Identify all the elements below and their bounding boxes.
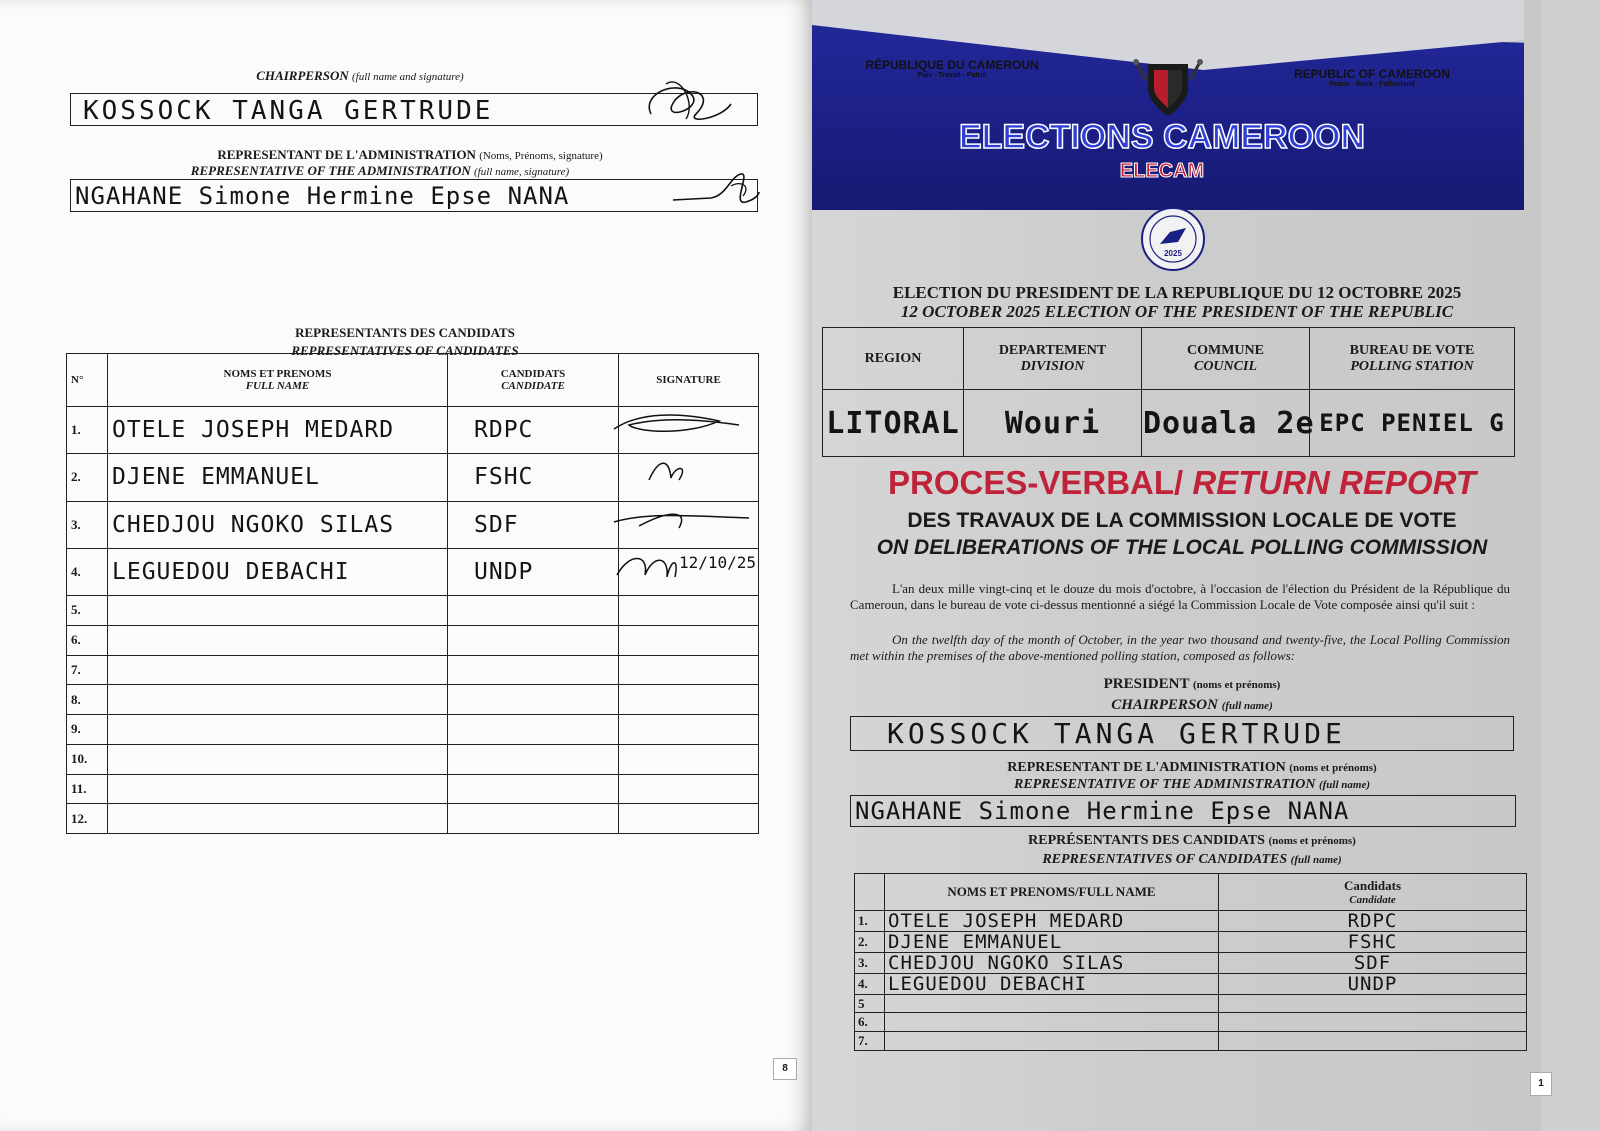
row-candidate-text: UNDP xyxy=(1347,972,1398,995)
table-row xyxy=(855,952,1527,973)
row-number: 6. xyxy=(855,1013,885,1032)
motto-en: Peace - Work - Fatherland xyxy=(1329,81,1415,88)
candidate-signature xyxy=(609,454,749,486)
location-header-cell xyxy=(1310,328,1515,390)
row-signature xyxy=(619,596,759,626)
location-header-fr: REGION xyxy=(864,350,922,366)
row-full-name xyxy=(885,1013,1219,1032)
row-candidate xyxy=(448,596,619,626)
col-header-name xyxy=(108,354,448,407)
row-number: 3. xyxy=(67,501,108,548)
right-col-header-candidate-en: Candidate xyxy=(1349,894,1396,906)
row-full-name xyxy=(108,454,448,501)
coat-of-arms-icon xyxy=(1132,58,1204,120)
pv-title xyxy=(852,464,1512,502)
table-row xyxy=(67,655,759,685)
location-value: Wouri xyxy=(1004,405,1101,441)
right-sheet xyxy=(812,0,1542,1131)
row-full-name xyxy=(885,1032,1219,1051)
row-full-name xyxy=(108,804,448,834)
candidates-caption-right xyxy=(932,833,1452,849)
row-candidate xyxy=(448,744,619,774)
location-header-row xyxy=(823,328,1515,390)
admin-caption-right-note: (noms et prénoms) xyxy=(1289,762,1377,774)
chairperson-caption-right xyxy=(992,697,1392,714)
col-header-signature: SIGNATURE xyxy=(619,354,759,407)
row-candidate xyxy=(1219,931,1527,952)
left-page-number: 8 xyxy=(773,1058,797,1080)
row-number: 8. xyxy=(67,685,108,715)
admin-signature xyxy=(671,166,761,216)
row-full-name xyxy=(108,407,448,454)
row-candidate xyxy=(1219,952,1527,973)
row-full-name xyxy=(885,952,1219,973)
row-candidate-text: FSHC xyxy=(1347,930,1398,953)
row-candidate xyxy=(448,407,619,454)
row-full-name xyxy=(108,744,448,774)
row-number: 1. xyxy=(855,911,885,932)
admin-caption-right-en-note: (full name) xyxy=(1318,779,1370,791)
republic-en xyxy=(1282,67,1462,88)
table-row xyxy=(67,804,759,834)
row-number: 5 xyxy=(855,994,885,1013)
row-full-name xyxy=(108,774,448,804)
row-full-name-text: OTELE JOSEPH MEDARD xyxy=(888,909,1125,932)
chairperson-caption-right-note: (full name) xyxy=(1221,700,1273,712)
chairperson-caption-right-text: CHAIRPERSON xyxy=(1111,697,1218,713)
row-number: 11. xyxy=(67,774,108,804)
row-number: 12. xyxy=(67,804,108,834)
admin-caption xyxy=(130,147,690,163)
admin-caption-right xyxy=(912,760,1472,776)
election-seal-icon xyxy=(1140,206,1206,272)
row-signature xyxy=(619,685,759,715)
right-col-header-no xyxy=(855,874,885,911)
president-caption xyxy=(992,676,1392,693)
row-full-name xyxy=(108,501,448,548)
admin-caption-right-en-text: REPRESENTATIVE OF THE ADMINISTRATION xyxy=(1013,777,1316,792)
right-candidates-table xyxy=(854,873,1526,1051)
candidate-signature xyxy=(609,502,749,534)
table-row xyxy=(67,774,759,804)
col-header-name-en: FULL NAME xyxy=(245,380,310,392)
row-candidate-text: SDF xyxy=(1353,951,1392,974)
location-value-cell xyxy=(964,390,1142,457)
row-candidate xyxy=(448,774,619,804)
right-col-header-candidate-fr: Candidats xyxy=(1343,878,1402,893)
row-signature xyxy=(619,804,759,834)
table-row xyxy=(855,973,1527,994)
row-signature xyxy=(619,774,759,804)
table-row xyxy=(855,1032,1527,1051)
admin-name-box-right xyxy=(850,795,1516,827)
chairperson-name-right: KOSSOCK TANGA GERTRUDE xyxy=(887,717,1346,750)
pv-subtitle-fr: DES TRAVAUX DE LA COMMISSION LOCALE DE VOTE xyxy=(907,509,1457,532)
row-full-name-text: OTELE JOSEPH MEDARD xyxy=(112,417,395,444)
candidates-caption-right-text: REPRÉSENTANTS DES CANDIDATS xyxy=(1028,833,1265,848)
pv-subtitle-en: ON DELIBERATIONS OF THE LOCAL POLLING COMMISSION xyxy=(876,536,1488,559)
location-header-cell xyxy=(964,328,1142,390)
table-row xyxy=(67,454,759,501)
col-header-name-fr: NOMS ET PRENOMS xyxy=(223,368,332,380)
candidates-caption-text: REPRESENTANTS DES CANDIDATS xyxy=(295,325,515,340)
location-header-fr: COMMUNE xyxy=(1187,342,1264,358)
row-candidate xyxy=(448,715,619,745)
row-full-name-text: DJENE EMMANUEL xyxy=(888,930,1063,953)
row-signature xyxy=(619,407,759,454)
row-candidate xyxy=(1219,973,1527,994)
location-header-en: DIVISION xyxy=(1020,358,1085,374)
row-full-name-text: DJENE EMMANUEL xyxy=(112,464,320,491)
chairperson-caption-note: (full name and signature) xyxy=(352,71,464,83)
location-values-row xyxy=(823,390,1515,457)
row-full-name xyxy=(108,655,448,685)
table-row xyxy=(67,407,759,454)
row-candidate-text: RDPC xyxy=(474,417,534,444)
org-acronym: ELECAM xyxy=(1119,160,1205,182)
row-full-name xyxy=(108,548,448,595)
location-header-fr: BUREAU DE VOTE xyxy=(1349,342,1475,358)
candidates-caption-en-text: REPRESENTATIVES OF CANDIDATES xyxy=(291,343,519,358)
table-row xyxy=(67,548,759,595)
republic-fr xyxy=(862,58,1042,79)
location-value: Douala 2e xyxy=(1143,405,1315,441)
chairperson-name: KOSSOCK TANGA GERTRUDE xyxy=(83,96,494,126)
location-table xyxy=(822,327,1514,457)
location-header-cell xyxy=(1142,328,1310,390)
row-full-name xyxy=(885,911,1219,932)
table-row xyxy=(67,596,759,626)
row-candidate xyxy=(448,454,619,501)
col-header-candidate-fr: CANDIDATS xyxy=(500,368,566,380)
candidates-caption xyxy=(200,325,610,341)
location-header-fr: DEPARTEMENT xyxy=(998,342,1107,358)
admin-name: NGAHANE Simone Hermine Epse NANA xyxy=(75,182,570,210)
intro-paragraph-fr: L'an deux mille vingt-cinq et le douze du mois d'octobre, à l'occasion de l'élection du Président de la République du Cameroun, dans le bureau de vote ci-dessus mentionné a siégé la Commission Locale de Vote composée ainsi qu'il suit : xyxy=(850,581,1510,612)
row-full-name-text: LEGUEDOU DEBACHI xyxy=(112,558,350,585)
chairperson-signature xyxy=(636,74,736,134)
table-row xyxy=(67,685,759,715)
row-full-name xyxy=(108,625,448,655)
location-header-en: COUNCIL xyxy=(1193,358,1257,374)
president-caption-note: (noms et prénoms) xyxy=(1192,679,1281,691)
right-page-number: 1 xyxy=(1530,1072,1552,1096)
table-header-row xyxy=(67,354,759,407)
seal-year: 2025 xyxy=(1164,249,1182,258)
candidates-caption-right-en-note: (full name) xyxy=(1290,854,1342,866)
location-value-cell xyxy=(1142,390,1315,457)
row-candidate-text: FSHC xyxy=(474,464,534,491)
table-row xyxy=(67,715,759,745)
row-number: 4. xyxy=(67,548,108,595)
right-page xyxy=(812,0,1600,1131)
row-number: 4. xyxy=(855,973,885,994)
admin-caption-note: (Noms, Prénoms, signature) xyxy=(479,150,603,162)
admin-caption-right-text: REPRESENTANT DE L'ADMINISTRATION xyxy=(1007,760,1286,775)
admin-caption-en-note: (full name, signature) xyxy=(473,166,570,178)
right-col-header-name: NOMS ET PRENOMS/FULL NAME xyxy=(885,874,1219,911)
president-caption-text: PRESIDENT xyxy=(1103,676,1190,692)
row-number: 6. xyxy=(67,625,108,655)
candidate-signature xyxy=(609,407,749,439)
row-candidate xyxy=(448,501,619,548)
chairperson-caption xyxy=(180,68,540,84)
admin-name-right: NGAHANE Simone Hermine Epse NANA xyxy=(855,797,1350,825)
right-col-header-candidate xyxy=(1219,874,1527,911)
row-signature xyxy=(619,548,759,595)
election-title-en: 12 OCTOBER 2025 ELECTION OF THE PRESIDENT OF THE REPUBLIC xyxy=(900,302,1454,321)
row-full-name-text: CHEDJOU NGOKO SILAS xyxy=(888,951,1125,974)
admin-caption-en xyxy=(100,163,660,179)
table-row xyxy=(855,1013,1527,1032)
row-candidate xyxy=(448,655,619,685)
table-row xyxy=(855,931,1527,952)
row-candidate xyxy=(1219,994,1527,1013)
table-row xyxy=(67,744,759,774)
signature-date: 12/10/25 xyxy=(678,552,756,572)
row-number: 7. xyxy=(67,655,108,685)
table-row xyxy=(855,994,1527,1013)
row-candidate xyxy=(448,548,619,595)
row-candidate xyxy=(1219,911,1527,932)
pv-title-en: RETURN REPORT xyxy=(1192,464,1476,501)
row-candidate xyxy=(448,685,619,715)
row-signature xyxy=(619,625,759,655)
table-row xyxy=(67,625,759,655)
row-candidate-text: RDPC xyxy=(1347,909,1398,932)
right-table-header-row xyxy=(855,874,1527,911)
row-candidate xyxy=(448,625,619,655)
row-full-name xyxy=(885,973,1219,994)
row-number: 3. xyxy=(855,952,885,973)
row-number: 10. xyxy=(67,744,108,774)
row-signature xyxy=(619,501,759,548)
col-header-no: N° xyxy=(67,354,108,407)
intro-paragraph-en: On the twelfth day of the month of October, in the year two thousand and twenty-five, the Local Polling Commission met within the premises of the above-mentioned polling station, composed as follows: xyxy=(850,632,1510,663)
admin-caption-en-text: REPRESENTATIVE OF THE ADMINISTRATION xyxy=(190,163,471,178)
row-signature xyxy=(619,744,759,774)
candidates-caption-right-en-text: REPRESENTATIVES OF CANDIDATES xyxy=(1042,852,1288,867)
col-header-candidate-en: CANDIDATE xyxy=(501,380,565,392)
location-value-cell xyxy=(1310,390,1515,457)
admin-caption-text: REPRESENTANT DE L'ADMINISTRATION xyxy=(217,147,476,162)
row-number: 2. xyxy=(67,454,108,501)
org-title: ELECTIONS CAMEROON xyxy=(958,118,1366,156)
row-number: 1. xyxy=(67,407,108,454)
row-signature xyxy=(619,655,759,685)
motto-fr: Paix - Travail - Patrie xyxy=(917,72,987,79)
chairperson-name-box xyxy=(70,93,758,126)
candidates-caption-right-note: (noms et prénoms) xyxy=(1268,835,1356,847)
col-header-candidate xyxy=(448,354,619,407)
row-full-name xyxy=(885,994,1219,1013)
row-candidate-text: SDF xyxy=(474,511,519,538)
chairperson-name-box-right xyxy=(850,716,1514,751)
chairperson-caption-text: CHAIRPERSON xyxy=(256,68,349,83)
row-number: 7. xyxy=(855,1032,885,1051)
row-signature xyxy=(619,715,759,745)
location-header-cell xyxy=(823,328,964,390)
row-candidate-text: UNDP xyxy=(474,558,534,585)
pv-title-fr: PROCES-VERBAL/ xyxy=(888,464,1184,501)
row-full-name xyxy=(108,596,448,626)
row-candidate xyxy=(448,804,619,834)
row-candidate xyxy=(1219,1032,1527,1051)
location-value: EPC PENIEL G xyxy=(1319,408,1505,437)
row-number: 9. xyxy=(67,715,108,745)
table-row xyxy=(67,501,759,548)
row-full-name xyxy=(108,715,448,745)
admin-caption-right-en xyxy=(912,777,1472,793)
left-candidates-table xyxy=(66,353,758,834)
table-row xyxy=(855,911,1527,932)
location-value-cell xyxy=(823,390,964,457)
row-full-name-text: CHEDJOU NGOKO SILAS xyxy=(112,511,395,538)
row-number: 5. xyxy=(67,596,108,626)
row-signature xyxy=(619,454,759,501)
location-header-en: POLLING STATION xyxy=(1350,358,1474,374)
row-candidate xyxy=(1219,1013,1527,1032)
admin-name-box xyxy=(70,179,758,212)
candidates-caption-right-en xyxy=(932,852,1452,868)
election-title-fr: ELECTION DU PRESIDENT DE LA REPUBLIQUE DU 12 OCTOBRE 2025 xyxy=(892,283,1462,302)
row-number: 2. xyxy=(855,931,885,952)
row-full-name-text: LEGUEDOU DEBACHI xyxy=(888,972,1088,995)
republic-fr-text: RÉPUBLIQUE DU CAMEROUN xyxy=(865,58,1039,72)
row-full-name xyxy=(885,931,1219,952)
republic-en-text: REPUBLIC OF CAMEROON xyxy=(1294,67,1450,81)
location-value: LITORAL xyxy=(826,405,960,441)
row-full-name xyxy=(108,685,448,715)
